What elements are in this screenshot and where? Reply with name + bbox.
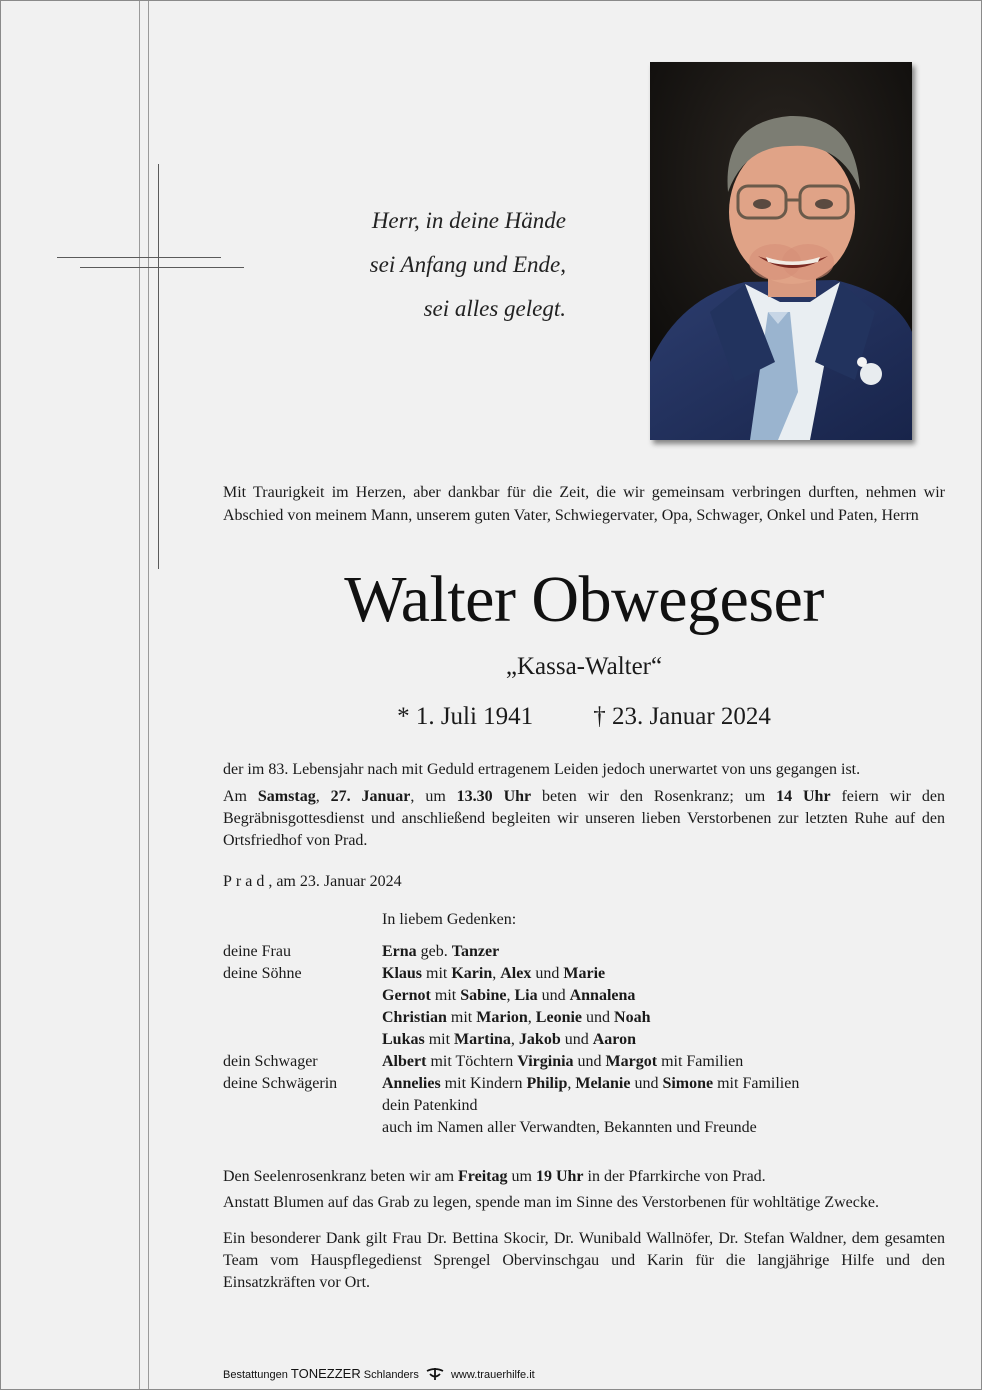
- bold-text: Erna: [382, 943, 417, 960]
- bold-text: Margot: [605, 1053, 658, 1070]
- family-row: [223, 1029, 945, 1051]
- verse-line: sei Anfang und Ende,: [369, 252, 566, 277]
- text-run: mit: [446, 1009, 477, 1026]
- family-relation: deine Söhne: [223, 965, 302, 982]
- bold-text: Sabine: [460, 987, 507, 1004]
- family-relation: deine Frau: [223, 943, 291, 960]
- bold-text: Annalena: [569, 987, 636, 1004]
- birth-date: * 1. Juli 1941: [397, 703, 534, 730]
- family-row: [223, 1095, 945, 1117]
- bold-text: Lia: [514, 987, 538, 1004]
- bold-text: Marie: [563, 965, 606, 982]
- life-dates: [223, 701, 945, 733]
- bold-text: Freitag: [458, 1168, 508, 1185]
- death-date: † 23. Januar 2024: [593, 703, 771, 730]
- family-members: [382, 1117, 945, 1139]
- family-row: [223, 1007, 945, 1029]
- text-run: und: [630, 1075, 663, 1092]
- age-text: der im 83. Lebensjahr nach mit Geduld ertragenem Leiden jedoch unerwartet von uns gegangen ist.: [223, 761, 861, 778]
- text-run: beten wir den Rosenkranz; um: [531, 788, 777, 805]
- bold-text: 19 Uhr: [535, 1168, 584, 1185]
- footer-prefix: Bestattungen: [223, 1369, 288, 1381]
- date: , am 23. Januar 2024: [268, 873, 402, 890]
- bold-text: Lukas: [382, 1031, 425, 1048]
- bold-text: 27. Januar: [330, 788, 411, 805]
- family-members: [382, 1029, 945, 1051]
- family-members: [382, 1095, 945, 1117]
- text-run: ,: [492, 965, 501, 982]
- bold-text: Christian: [382, 1009, 447, 1026]
- bold-text: Aaron: [592, 1031, 636, 1048]
- place: Prad: [223, 873, 269, 890]
- thanks-text: Ein besonderer Dank gilt Frau Dr. Bettina Skocir, Dr. Wunibald Wallnöfer, Dr. Stefan Waldner, dem gesamten Team vom Hauspflegedienst Sprengel Obervinschgau und Karin für die langjährige Hilfe und den Einsatzkräften vor Ort.: [223, 1230, 945, 1291]
- bold-text: Philip: [526, 1075, 568, 1092]
- text-run: ,: [567, 1075, 576, 1092]
- in-memory-heading: In liebem Gedenken:: [382, 911, 517, 928]
- family-members: [382, 1007, 945, 1029]
- family-relation: [223, 1029, 382, 1051]
- text-run: in der Pfarrkirche von Prad.: [583, 1168, 766, 1185]
- verse-line: sei alles gelegt.: [423, 296, 566, 321]
- text-run: und: [582, 1009, 615, 1026]
- text-run: auch im Namen aller Verwandten, Bekannten und Freunde: [382, 1119, 757, 1136]
- text-run: mit Familien: [713, 1075, 800, 1092]
- nickname: „Kassa-Walter“: [505, 653, 663, 680]
- bold-text: Noah: [614, 1009, 651, 1026]
- bold-text: Gernot: [382, 987, 431, 1004]
- text-run: ,: [510, 1031, 519, 1048]
- family-relation: [223, 985, 382, 1007]
- portrait-photo: [650, 62, 912, 440]
- family-relation: [223, 1007, 382, 1029]
- family-row: [223, 985, 945, 1007]
- family-relation: [223, 1117, 382, 1139]
- bold-text: 14 Uhr: [776, 788, 831, 805]
- text-run: mit Töchtern: [426, 1053, 518, 1070]
- text-run: feiern wir den Begräbnisgottesdienst und anschließend begleiten wir unseren lieben Verstorbenen zur letzten Ruhe auf den Ortsfriedhof von Prad.: [223, 788, 945, 849]
- border-line-right: [148, 1, 149, 1389]
- text-run: mit: [424, 1031, 455, 1048]
- family-row: [223, 963, 945, 985]
- bold-text: Virginia: [517, 1053, 574, 1070]
- text-run: mit Kindern: [440, 1075, 527, 1092]
- bold-text: Samstag: [257, 788, 316, 805]
- text-run: , um: [410, 788, 457, 805]
- bold-text: 13.30 Uhr: [456, 788, 532, 805]
- verse-line: Herr, in deine Hände: [371, 208, 566, 233]
- family-list: [223, 941, 945, 1139]
- text-run: und: [537, 987, 570, 1004]
- text-run: und: [560, 1031, 593, 1048]
- bold-text: Melanie: [575, 1075, 631, 1092]
- bold-text: Marion: [476, 1009, 528, 1026]
- bold-text: Annelies: [382, 1075, 441, 1092]
- text-run: ,: [315, 788, 331, 805]
- donation-text: Anstatt Blumen auf das Grab zu legen, spende man im Sinne des Verstorbenen für wohltätige Zwecke.: [223, 1194, 879, 1211]
- place-and-date: [223, 871, 402, 893]
- trauerhilfe-logo-icon: [426, 1367, 444, 1385]
- footer-url[interactable]: www.trauerhilfe.it: [450, 1369, 535, 1381]
- family-row: [223, 941, 945, 963]
- text-run: dein Patenkind: [382, 1097, 478, 1114]
- text-run: und: [573, 1053, 606, 1070]
- funeral-details: [223, 786, 945, 852]
- bold-text: Martina: [454, 1031, 511, 1048]
- text-run: geb.: [416, 943, 452, 960]
- family-members: [382, 941, 945, 963]
- text-run: mit: [430, 987, 461, 1004]
- family-row: [223, 1051, 945, 1073]
- family-relation: deine Schwägerin: [223, 1075, 338, 1092]
- bold-text: Albert: [382, 1053, 427, 1070]
- footer: [223, 1367, 535, 1385]
- family-members: [382, 963, 945, 985]
- bold-text: Tanzer: [451, 943, 500, 960]
- footer-town: Schlanders: [363, 1369, 419, 1381]
- text-run: ,: [527, 1009, 536, 1026]
- family-members: [382, 1073, 945, 1095]
- bold-text: Simone: [662, 1075, 714, 1092]
- family-relation: dein Schwager: [223, 1053, 318, 1070]
- text-run: mit: [422, 965, 452, 982]
- bold-text: Jakob: [518, 1031, 561, 1048]
- text-run: um: [507, 1168, 536, 1185]
- border-line-left: [139, 1, 140, 1389]
- text-run: Am: [223, 788, 258, 805]
- bold-text: Alex: [500, 965, 532, 982]
- family-row: [223, 1117, 945, 1139]
- family-members: [382, 985, 945, 1007]
- bold-text: Leonie: [535, 1009, 583, 1026]
- footer-brand: TONEZZER: [290, 1366, 361, 1381]
- bold-text: Karin: [451, 965, 493, 982]
- text-run: Den Seelenrosenkranz beten wir am: [223, 1168, 459, 1185]
- text-run: ,: [506, 987, 515, 1004]
- bold-text: Klaus: [382, 965, 423, 982]
- intro-text: Mit Traurigkeit im Herzen, aber dankbar für die Zeit, die wir gemeinsam verbringen durften, nehmen wir Abschied von meinem Mann, unserem guten Vater, Schwiegervater, Opa, Schwager, Onkel und Paten, Herrn: [223, 484, 945, 524]
- family-relation: [223, 1095, 382, 1117]
- family-members: [382, 1051, 945, 1073]
- text-run: und: [531, 965, 564, 982]
- bible-verse: [301, 199, 566, 331]
- rosary-text: [223, 1166, 945, 1188]
- text-run: mit Familien: [657, 1053, 744, 1070]
- deceased-name: Walter Obwegeser: [344, 563, 824, 636]
- family-row: [223, 1073, 945, 1095]
